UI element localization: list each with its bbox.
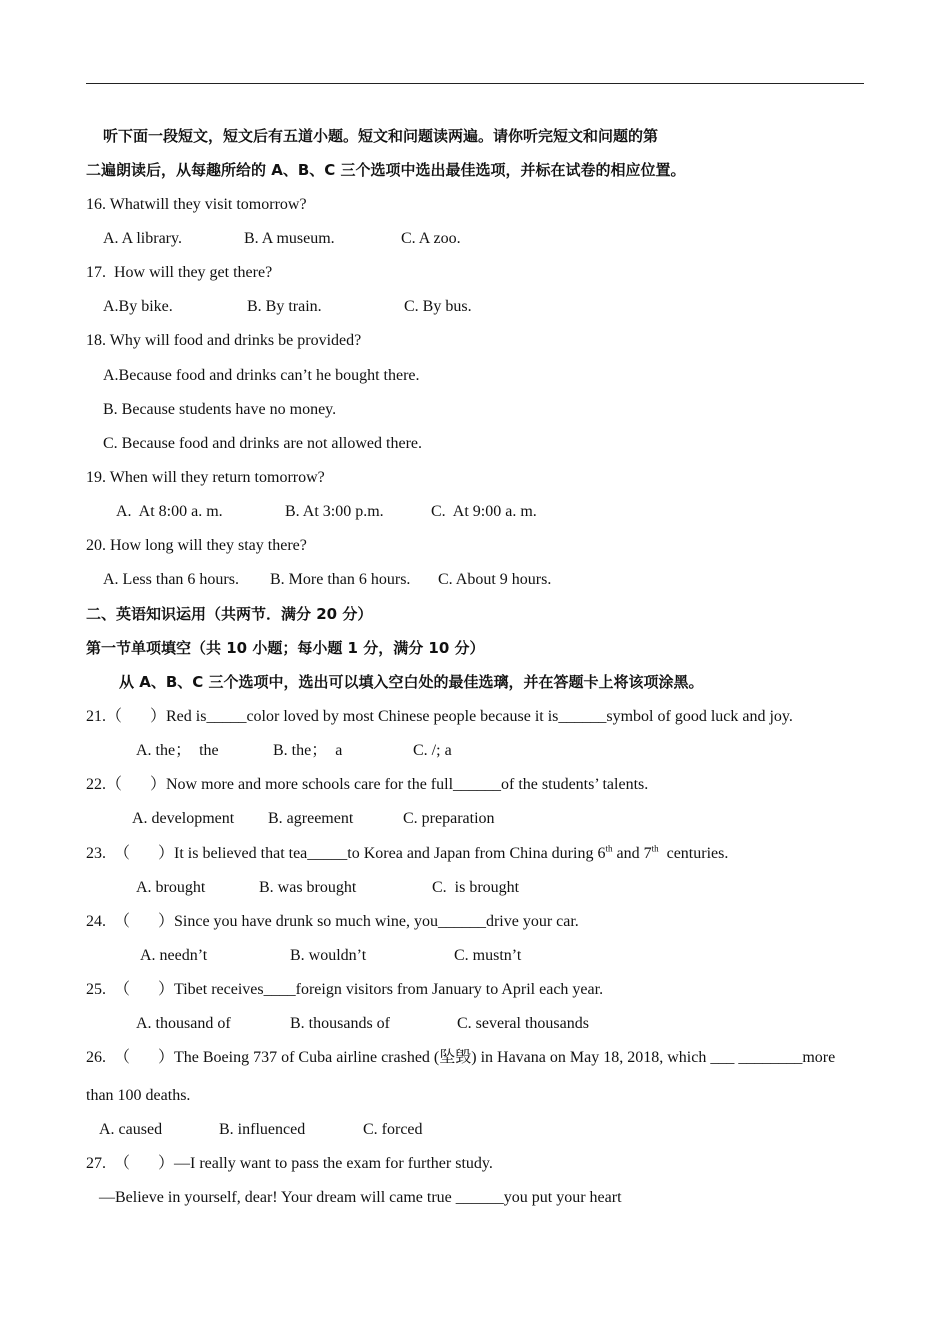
question-21-stem: 21.（ ）Red is_____color loved by most Chinese people because it is______symbol of good luck and joy. (86, 708, 793, 725)
question-22-option-a: A. development (132, 810, 235, 827)
question-24-option-c: C. mustn’t (454, 947, 522, 964)
question-21-option-b: B. the； a (273, 742, 343, 759)
section-2-directions: 从 A、B、C 三个选项中，选出可以填入空白处的最佳选璃，并在答题卡上将该项涂黑。 (119, 673, 704, 691)
question-16-option-c: C. A zoo. (401, 230, 461, 247)
question-19-option-c: C. At 9:00 a. m. (431, 503, 537, 520)
question-26-stem: 26. （ ）The Boeing 737 of Cuba airline crashed (坠毁) in Havana on May 18, 2018, which ___ ________more (86, 1049, 836, 1066)
question-23-stem (86, 844, 728, 864)
question-26-stem-continued: than 100 deaths. (86, 1087, 191, 1104)
question-18-option-c: C. Because food and drinks are not allowed there. (103, 435, 423, 452)
question-24-stem: 24. （ ）Since you have drunk so much wine, you______drive your car. (86, 913, 579, 930)
question-23-stem-middle: and 7 (612, 845, 652, 862)
question-24-option-b: B. wouldn’t (290, 947, 367, 964)
question-25-option-a: A. thousand of (136, 1015, 231, 1032)
question-25-stem: 25. （ ）Tibet receives____foreign visitors from January to April each year. (86, 981, 604, 998)
section-2-title: 二、英语知识运用（共两节．满分 20 分） (86, 605, 373, 623)
question-25-option-c: C. several thousands (457, 1015, 589, 1032)
question-24-option-a: A. needn’t (140, 947, 208, 964)
question-17-stem: 17. How will they get there? (86, 264, 273, 281)
question-25-option-b: B. thousands of (290, 1015, 390, 1032)
superscript-th-2: th (651, 843, 659, 854)
question-21-option-c: C. /; a (413, 742, 452, 759)
question-17-option-c: C. By bus. (404, 298, 472, 315)
question-19-stem: 19. When will they return tomorrow? (86, 469, 325, 486)
listening-instructions-line1: 听下面一段短文，短文后有五道小题。短文和问题读两遍。请你听完短文和问题的第 (103, 127, 659, 145)
question-17-option-a: A.By bike. (103, 298, 173, 315)
question-18-stem: 18. Why will food and drinks be provided? (86, 332, 362, 349)
question-18-option-b: B. Because students have no money. (103, 401, 337, 418)
question-18-option-a: A.Because food and drinks can’t he bought there. (103, 367, 420, 384)
question-26-option-a: A. caused (99, 1121, 163, 1138)
question-20-option-a: A. Less than 6 hours. (103, 571, 239, 588)
listening-instructions-line2: 二遍朗读后，从每趣所给的 A、B、C 三个选项中选出最佳选项，并标在试卷的相应位置。 (86, 161, 686, 179)
question-16-option-b: B. A museum. (244, 230, 335, 247)
question-16-stem: 16. Whatwill they visit tomorrow? (86, 196, 307, 213)
question-20-stem: 20. How long will they stay there? (86, 537, 307, 554)
section-2-part-1-title: 第一节单项填空（共 10 小题；每小题 1 分，满分 10 分） (86, 639, 485, 657)
question-17-option-b: B. By train. (247, 298, 322, 315)
question-26-option-b: B. influenced (219, 1121, 306, 1138)
question-22-option-b: B. agreement (268, 810, 354, 827)
question-27-reply: —Believe in yourself, dear! Your dream will came true ______you put your heart (99, 1189, 622, 1206)
question-22-stem: 22.（ ）Now more and more schools care for the full______of the students’ talents. (86, 776, 649, 793)
question-26-option-c: C. forced (363, 1121, 423, 1138)
question-22-option-c: C. preparation (403, 810, 495, 827)
question-19-option-b: B. At 3:00 p.m. (285, 503, 384, 520)
question-21-option-a: A. the； the (136, 742, 219, 759)
superscript-th-1: th (605, 843, 613, 854)
question-20-option-c: C. About 9 hours. (438, 571, 552, 588)
question-23-stem-start: 23. （ ）It is believed that tea_____to Korea and Japan from China during 6 (86, 845, 606, 862)
question-23-stem-end: centuries. (658, 845, 729, 862)
question-16-option-a: A. A library. (103, 230, 182, 247)
question-23-option-b: B. was brought (259, 879, 357, 896)
question-27-stem: 27. （ ）—I really want to pass the exam for further study. (86, 1155, 493, 1172)
header-rule (86, 83, 864, 84)
question-23-option-a: A. brought (136, 879, 206, 896)
question-20-option-b: B. More than 6 hours. (270, 571, 411, 588)
question-23-option-c: C. is brought (432, 879, 520, 896)
question-19-option-a: A. At 8:00 a. m. (116, 503, 223, 520)
